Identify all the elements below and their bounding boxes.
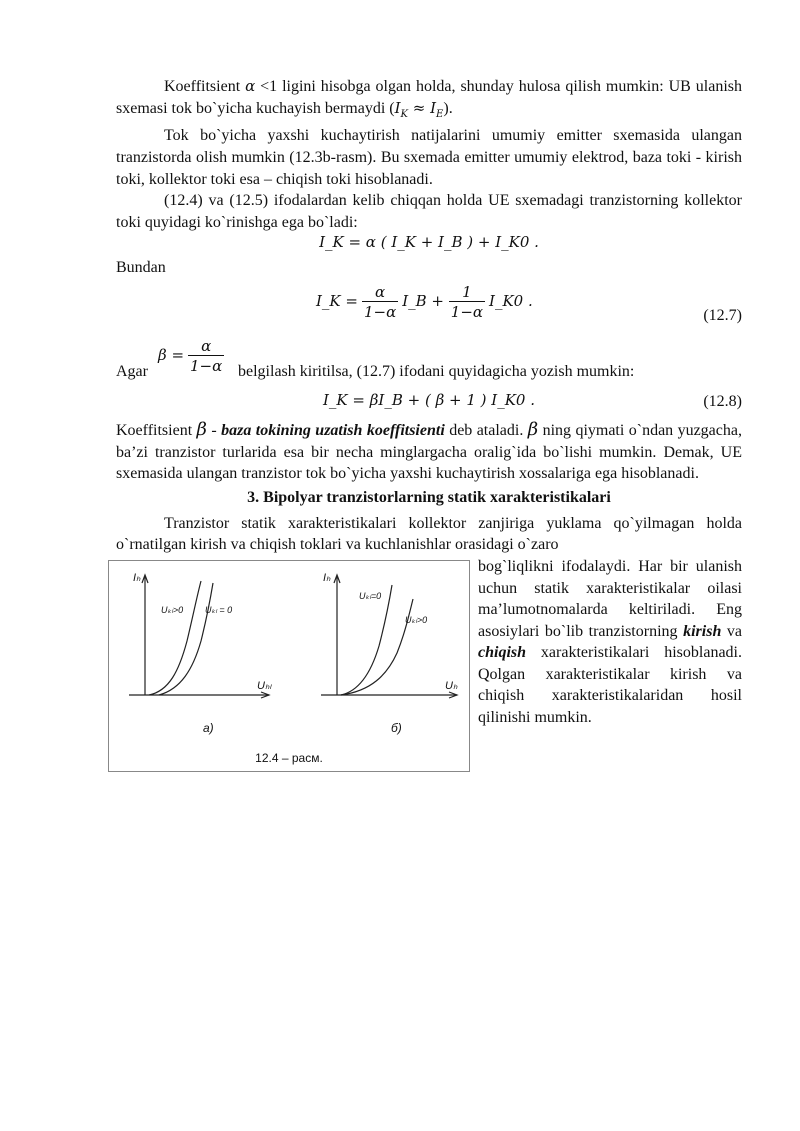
- right-curve2-label: Uₖₗ>0: [405, 614, 428, 625]
- left-curve1-label: Uₖₗ>0: [161, 604, 184, 615]
- paragraph-1: [116, 76, 742, 125]
- right-curve1-label: Uₖₗ=0: [359, 590, 382, 601]
- paragraph-5a: Tranzistor statik xarakteristikalari kollektor zanjiriga yuklama qo`yilmagan holda o`rnatilgan kirish va chiqish toklari va kuchlanishlar orasidagi o`zaro: [116, 514, 742, 554]
- equation-1: [116, 233, 742, 257]
- bundan-label: Bundan: [116, 259, 166, 277]
- equation-left: I_K =: [316, 292, 358, 311]
- right-y-label: Iₕ: [323, 571, 331, 584]
- text: Koeffitsient: [164, 78, 246, 95]
- document-page: [116, 76, 742, 772]
- numerator: 1: [449, 283, 485, 302]
- paragraph-2: Tok bo`yicha yaxshi kuchaytirish natijalarini umumiy emitter sxemasida ulangan tranzistorda olish mumkin (12.3b-rasm). Bu sxemada emitter umumiy elektrod, baza toki - kirish toki, kollektor toki esa – chiqish toki hisoblanadi.: [116, 127, 742, 188]
- numerator: α: [188, 337, 224, 356]
- math: ≈ I: [408, 98, 437, 117]
- left-curve-2: [159, 583, 213, 695]
- fraction-1: [362, 283, 398, 322]
- label-b: б): [391, 720, 402, 735]
- agar-text: belgilash kiritilsa, (12.7) ifodani quyidagicha yozish mumkin:: [238, 362, 635, 380]
- text: deb ataladi.: [444, 421, 528, 439]
- equation-mid: I_B +: [402, 292, 449, 311]
- equation-number: (12.7): [703, 306, 742, 324]
- alpha-symbol: α: [245, 77, 256, 95]
- beta-symbol: β: [527, 418, 539, 440]
- fraction-beta: [188, 337, 224, 376]
- text: <1 ligini hisobga olgan holda, shunday hulosa qilish mumkin: UB ulanish sxemasi tok bo`yicha kuchayish bermaydi (: [116, 78, 742, 117]
- beta-eq: β =: [158, 346, 185, 365]
- math-sub: E: [436, 108, 444, 120]
- text: va: [721, 622, 743, 640]
- denominator: 1−α: [363, 302, 397, 321]
- math-sub: K: [400, 108, 409, 120]
- equation-right: I_K0 .: [489, 292, 533, 311]
- text: xarakteristikalari hisoblanadi. Qolgan xarakteristikalar kirish va chiqish xarakteristikalaridan hosil qilinishi mumkin.: [478, 644, 742, 727]
- denominator: 1−α: [190, 356, 223, 375]
- paragraph-3: (12.4) va (12.5) ifodalardan kelib chiqqan holda UE sxemadagi tranzistorning kollektor toki quyidagi ko`rinishga ega bo`ladi:: [116, 192, 742, 231]
- bold-term: baza tokining uzatish koeffitsienti: [221, 421, 445, 439]
- math: I: [394, 98, 401, 117]
- section-heading: 3. Bipolyar tranzistorlarning statik xarakteristikalari: [247, 488, 611, 506]
- right-x-label: Uₕ: [445, 679, 458, 692]
- text: bog`liqlikni ifodalaydi. Har bir ulanish uchun statik xarakteristikalar oilasi ma’lumotnomalarda keltiriladi. Eng asosiylari bo`lib tranzistorning: [478, 557, 742, 640]
- agar-word: Agar: [116, 362, 148, 380]
- figure-caption: 12.4 – расм.: [255, 750, 323, 765]
- right-curve-2: [341, 599, 413, 695]
- fraction-2: [449, 283, 485, 322]
- agar-line: [116, 335, 742, 391]
- text: ning qiymati o`ndan yuzgacha, ba’zi tranzistor turlarida esa bir necha minglargacha oralig`ida bo`lishi mumkin. Demak, UE sxemasida ulangan tranzistor tok bo`yicha yaxshi kuchaytirish xossalariga ega hisoblanadi.: [116, 421, 742, 483]
- figure-12-4: [108, 560, 470, 772]
- left-graph: [129, 575, 272, 698]
- chiqish-term: chiqish: [478, 644, 527, 662]
- left-curve-1: [149, 581, 201, 695]
- equation-text: I_K = α ( I_K + I_B ) + I_K0 .: [319, 233, 539, 252]
- text: -: [206, 421, 222, 439]
- text: ).: [443, 99, 453, 117]
- label-a: а): [203, 720, 214, 735]
- equation-number: (12.8): [703, 392, 742, 410]
- equation-3: [116, 391, 742, 415]
- beta-definition: [158, 337, 224, 376]
- right-graph: [321, 575, 457, 698]
- left-curve2-label: Uₖₗ = 0: [205, 604, 233, 615]
- left-y-label: Iₕ: [133, 571, 141, 584]
- equation-text: I_K = βI_B + ( β + 1 ) I_K0 .: [323, 390, 535, 409]
- denominator: 1−α: [450, 302, 484, 321]
- equation-2: [116, 279, 742, 335]
- numerator: α: [362, 283, 398, 302]
- kirish-term: kirish: [683, 622, 722, 640]
- left-x-label: Uₕₗ: [257, 679, 272, 692]
- paragraph-4: [116, 419, 742, 485]
- characteristic-graphs: [109, 561, 469, 751]
- text: Koeffitsient: [116, 421, 197, 439]
- beta-symbol: β: [196, 418, 207, 440]
